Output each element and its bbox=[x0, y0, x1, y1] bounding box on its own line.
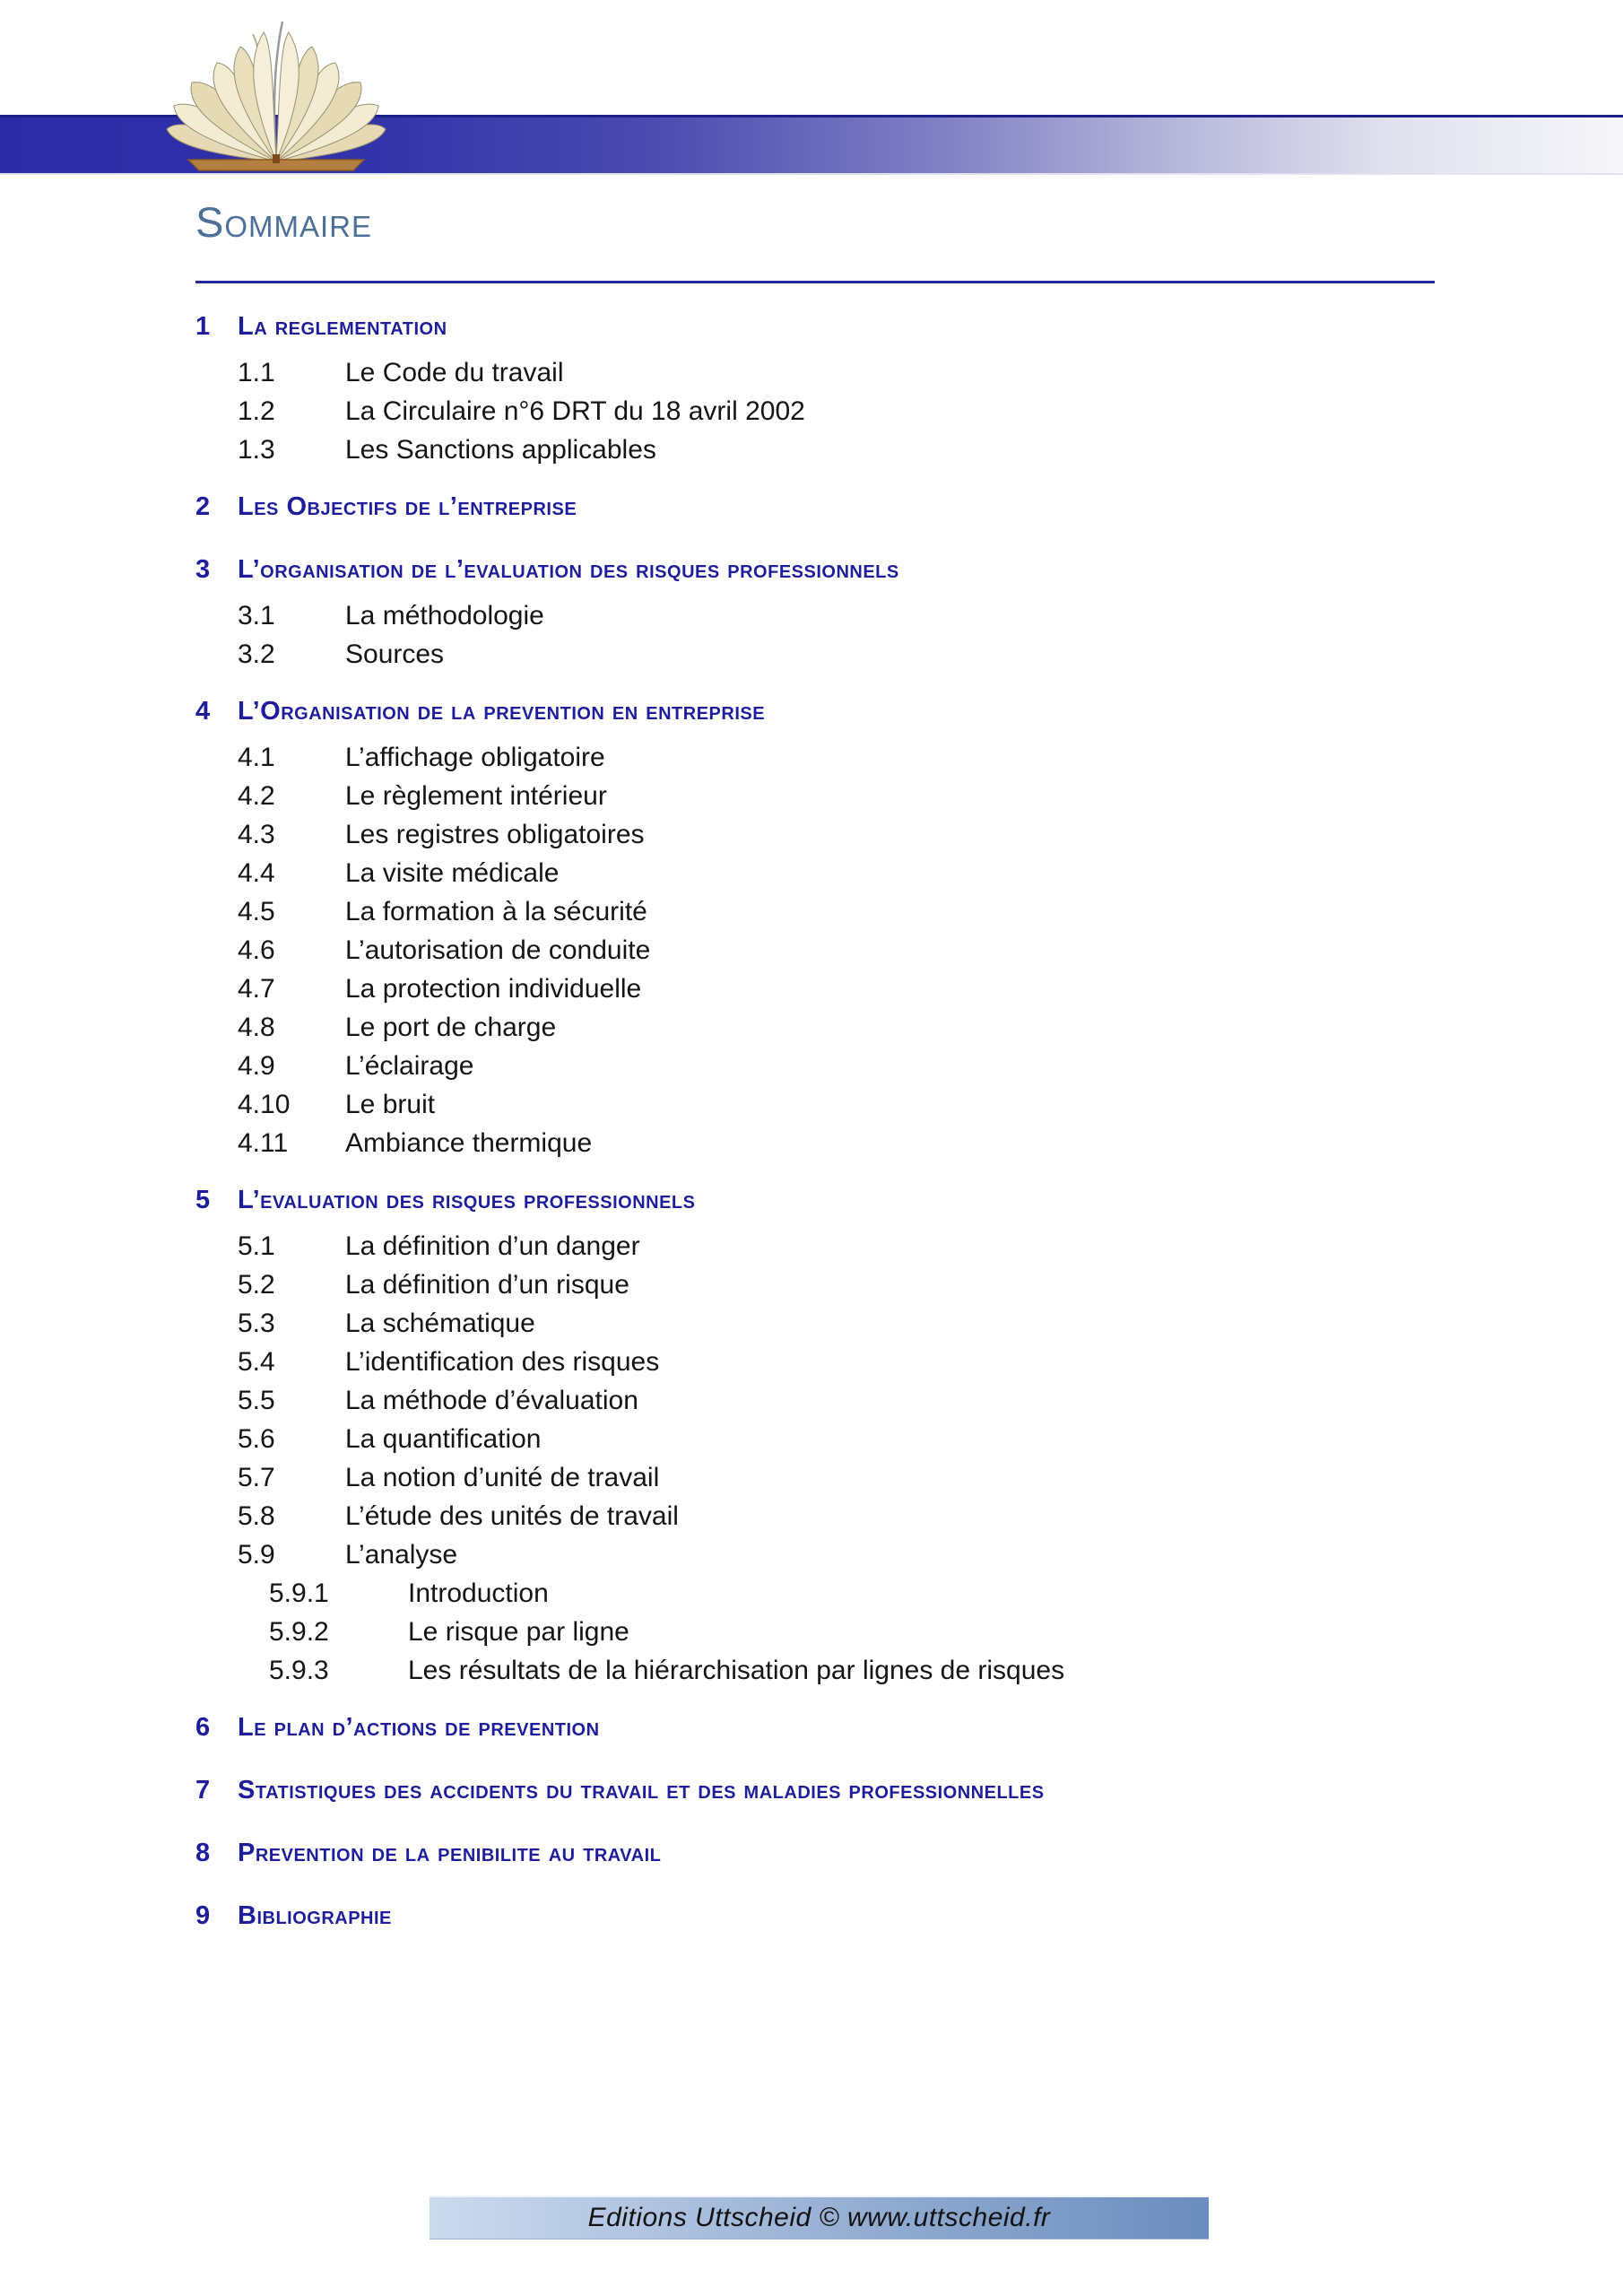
subsection-label: Le bruit bbox=[345, 1090, 436, 1119]
toc-subsection-row bbox=[238, 1343, 1558, 1381]
toc-subsection-row bbox=[238, 1227, 1558, 1265]
subsection-number: 1.1 bbox=[238, 358, 275, 387]
subsection-number: 5.8 bbox=[238, 1501, 275, 1531]
section-number: 7 bbox=[195, 1776, 211, 1805]
toc-section-heading bbox=[195, 482, 1558, 532]
subsection-number: 4.1 bbox=[238, 743, 275, 772]
subsection-number: 5.5 bbox=[238, 1386, 275, 1415]
subsection-label: L’étude des unités de travail bbox=[345, 1501, 679, 1531]
toc-section-heading bbox=[195, 686, 1558, 736]
subsection-label: La définition d’un danger bbox=[345, 1231, 640, 1261]
subsection-label: La méthode d’évaluation bbox=[345, 1386, 638, 1415]
section-title: L’evaluation des risques professionnels bbox=[238, 1186, 696, 1214]
subsection-number: 4.8 bbox=[238, 1013, 275, 1042]
footer-bar bbox=[430, 2196, 1209, 2239]
subsection-number: 3.1 bbox=[238, 601, 275, 631]
toc-subsection-row bbox=[238, 777, 1558, 815]
subsection-number: 5.1 bbox=[238, 1231, 275, 1261]
toc-subsection-row bbox=[238, 1381, 1558, 1420]
open-book-icon bbox=[142, 20, 411, 181]
subsection-number: 5.6 bbox=[238, 1424, 275, 1454]
subsection-number: 1.2 bbox=[238, 396, 275, 426]
toc-section-heading bbox=[195, 301, 1558, 352]
subsubsection-label: Introduction bbox=[408, 1578, 549, 1608]
subsubsection-number: 5.9.2 bbox=[269, 1617, 329, 1647]
section-number: 2 bbox=[195, 492, 211, 521]
toc-subsection-row bbox=[238, 738, 1558, 777]
toc-subsection-row bbox=[238, 1304, 1558, 1343]
subsection-number: 5.9 bbox=[238, 1540, 275, 1570]
footer-text: Editions Uttscheid © www.uttscheid.fr bbox=[587, 2203, 1051, 2232]
subsection-number: 4.2 bbox=[238, 781, 275, 811]
subsection-label: Les Sanctions applicables bbox=[345, 435, 656, 465]
toc-section-heading bbox=[195, 1765, 1558, 1815]
toc-section-heading bbox=[195, 1828, 1558, 1878]
toc-subsection-row bbox=[238, 1535, 1558, 1574]
subsection-number: 5.4 bbox=[238, 1347, 275, 1377]
toc-subsubsection-row bbox=[269, 1613, 1558, 1651]
subsection-label: L’autorisation de conduite bbox=[345, 935, 651, 965]
toc bbox=[195, 289, 1558, 1943]
toc-subsection-row bbox=[238, 1008, 1558, 1047]
toc-subsection-row bbox=[238, 635, 1558, 674]
subsection-label: Ambiance thermique bbox=[345, 1128, 593, 1158]
section-number: 9 bbox=[195, 1901, 211, 1930]
section-number: 4 bbox=[195, 697, 211, 726]
toc-subsection-row bbox=[238, 353, 1558, 392]
subsubsection-label: Les résultats de la hiérarchisation par lignes de risques bbox=[408, 1656, 1065, 1685]
subsubsection-label: Le risque par ligne bbox=[408, 1617, 629, 1647]
subsection-label: Les registres obligatoires bbox=[345, 820, 645, 849]
subsection-label: La définition d’un risque bbox=[345, 1270, 629, 1300]
toc-subsubsection-row bbox=[269, 1574, 1558, 1613]
toc-subsection-row bbox=[238, 1458, 1558, 1497]
section-title: Le plan d’actions de prevention bbox=[238, 1713, 600, 1742]
section-number: 1 bbox=[195, 312, 211, 341]
toc-subsection-row bbox=[238, 1085, 1558, 1124]
toc-subsection-row bbox=[238, 1497, 1558, 1535]
subsection-label: Le Code du travail bbox=[345, 358, 564, 387]
subsection-label: L’identification des risques bbox=[345, 1347, 660, 1377]
toc-subsection-row bbox=[238, 1265, 1558, 1304]
section-title: Les Objectifs de l’entreprise bbox=[238, 492, 577, 521]
toc-subsection-row bbox=[238, 1420, 1558, 1458]
subsection-label: La notion d’unité de travail bbox=[345, 1463, 660, 1492]
subsection-label: La méthodologie bbox=[345, 601, 544, 631]
subsection-number: 5.3 bbox=[238, 1309, 275, 1338]
subsection-number: 4.4 bbox=[238, 858, 275, 888]
subsection-number: 4.10 bbox=[238, 1090, 291, 1119]
toc-subsection-row bbox=[238, 430, 1558, 469]
title-divider bbox=[195, 281, 1435, 283]
section-title: Statistiques des accidents du travail et des maladies professionnelles bbox=[238, 1776, 1045, 1805]
toc-subsection-row bbox=[238, 596, 1558, 635]
toc-section-heading bbox=[195, 1891, 1558, 1941]
section-title: La reglementation bbox=[238, 312, 447, 341]
subsection-label: Sources bbox=[345, 639, 445, 669]
toc-section-heading bbox=[195, 1175, 1558, 1225]
page-title: Sommaire bbox=[195, 198, 373, 246]
subsection-label: L’éclairage bbox=[345, 1051, 474, 1081]
toc-subsection-row bbox=[238, 815, 1558, 854]
section-title: L’organisation de l’evaluation des risques professionnels bbox=[238, 555, 899, 584]
section-title: Bibliographie bbox=[238, 1901, 392, 1930]
subsection-label: L’affichage obligatoire bbox=[345, 743, 605, 772]
section-number: 5 bbox=[195, 1186, 211, 1214]
section-number: 3 bbox=[195, 555, 211, 584]
subsection-label: La Circulaire n°6 DRT du 18 avril 2002 bbox=[345, 396, 805, 426]
toc-subsection-row bbox=[238, 854, 1558, 892]
subsection-label: Le règlement intérieur bbox=[345, 781, 607, 811]
subsection-number: 4.7 bbox=[238, 974, 275, 1004]
subsection-number: 1.3 bbox=[238, 435, 275, 465]
subsection-label: Le port de charge bbox=[345, 1013, 557, 1042]
subsection-number: 4.5 bbox=[238, 897, 275, 926]
subsection-number: 5.2 bbox=[238, 1270, 275, 1300]
section-number: 8 bbox=[195, 1839, 211, 1867]
toc-subsection-row bbox=[238, 931, 1558, 970]
subsection-label: La visite médicale bbox=[345, 858, 560, 888]
toc-section-heading bbox=[195, 1702, 1558, 1752]
subsection-number: 5.7 bbox=[238, 1463, 275, 1492]
subsubsection-number: 5.9.1 bbox=[269, 1578, 329, 1608]
toc-section-heading bbox=[195, 544, 1558, 595]
subsection-number: 4.3 bbox=[238, 820, 275, 849]
section-title: Prevention de la penibilite au travail bbox=[238, 1839, 662, 1867]
subsection-label: La protection individuelle bbox=[345, 974, 642, 1004]
toc-subsubsection-row bbox=[269, 1651, 1558, 1690]
subsection-label: L’analyse bbox=[345, 1540, 458, 1570]
subsection-label: La schématique bbox=[345, 1309, 535, 1338]
subsection-label: La quantification bbox=[345, 1424, 542, 1454]
section-number: 6 bbox=[195, 1713, 211, 1742]
subsubsection-number: 5.9.3 bbox=[269, 1656, 329, 1685]
subsection-number: 3.2 bbox=[238, 639, 275, 669]
toc-subsection-row bbox=[238, 1047, 1558, 1085]
section-title: L’Organisation de la prevention en entreprise bbox=[238, 697, 766, 726]
toc-subsection-row bbox=[238, 1124, 1558, 1162]
subsection-label: La formation à la sécurité bbox=[345, 897, 647, 926]
subsection-number: 4.6 bbox=[238, 935, 275, 965]
toc-subsection-row bbox=[238, 892, 1558, 931]
toc-subsection-row bbox=[238, 970, 1558, 1008]
toc-subsection-row bbox=[238, 392, 1558, 430]
subsection-number: 4.9 bbox=[238, 1051, 275, 1081]
subsection-number: 4.11 bbox=[238, 1128, 289, 1158]
